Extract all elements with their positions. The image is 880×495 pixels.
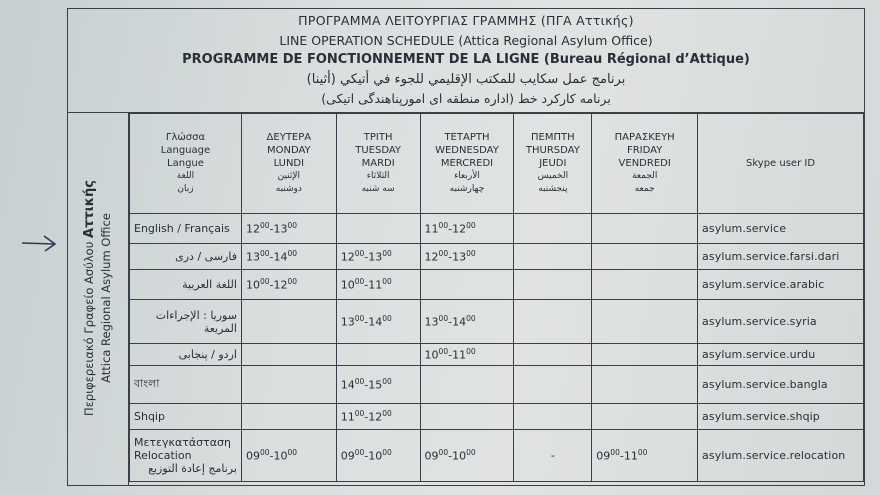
time-minutes: 00 <box>259 277 270 287</box>
time-minutes: 00 <box>354 314 365 324</box>
time-slot-tue <box>336 214 420 244</box>
time-hour: 10 <box>245 278 260 292</box>
col-wednesday-l5: چهارشنبه <box>449 184 485 194</box>
table-row <box>130 270 864 300</box>
col-monday-l4: الإثنين <box>277 171 301 181</box>
header-row <box>130 114 864 214</box>
col-tuesday-l4: الثلاثاء <box>366 171 390 181</box>
skype-id: asylum.service.syria <box>698 300 864 344</box>
col-friday-l5: جمعه <box>634 184 655 194</box>
language-label: اللغة العربية <box>182 278 237 291</box>
language-cell <box>130 430 242 482</box>
col-wednesday-l1: ΤΕΤΑΡΤΗ <box>444 132 490 143</box>
office-side-column <box>68 112 129 485</box>
time-slot-wed <box>420 270 514 300</box>
table-row <box>130 214 864 244</box>
skype-id: asylum.service <box>698 214 864 244</box>
time-minutes: 00 <box>382 448 392 458</box>
skype-id: asylum.service.relocation <box>698 430 864 482</box>
col-thursday-l5: پنجشنبه <box>538 184 568 194</box>
time-slot-fri <box>592 404 698 430</box>
col-friday-l3: VENDREDI <box>618 158 671 169</box>
table-row <box>130 244 864 270</box>
time-minutes: 00 <box>259 221 270 231</box>
time-hour: 15 <box>368 378 383 392</box>
col-language-l4: اللغة <box>176 171 195 181</box>
time-hour: 14 <box>273 250 288 264</box>
office-side-label <box>81 180 115 416</box>
col-thursday-header <box>514 114 592 214</box>
time-hour: 13 <box>368 250 383 264</box>
side-english: Attica Regional Asylum Office <box>99 213 113 383</box>
time-hour: 09 <box>596 449 611 463</box>
col-tuesday-header <box>336 114 420 214</box>
time-minutes: 00 <box>354 448 365 458</box>
time-minutes: 00 <box>382 314 392 324</box>
time-minutes: 00 <box>382 377 392 387</box>
schedule-table <box>129 113 864 482</box>
time-hour: 11 <box>424 222 439 236</box>
col-friday-l1: ΠΑΡΑΣΚΕΥΗ <box>614 132 675 143</box>
skype-id: asylum.service.shqip <box>698 404 864 430</box>
time-slot-wed <box>420 366 514 404</box>
time-hour: 13 <box>273 222 288 236</box>
language-label: اردو / پنجابی <box>178 348 237 361</box>
col-wednesday-header <box>420 114 514 214</box>
time-hour: 14 <box>340 378 355 392</box>
time-minutes: 00 <box>466 314 476 324</box>
col-thursday-l2: THURSDAY <box>525 145 580 156</box>
time-hour: 12 <box>368 410 383 424</box>
time-slot-wed: $12^{00}-13^{00}$ <box>420 244 514 270</box>
time-hour: 12 <box>340 250 355 264</box>
time-hour: 11 <box>340 410 355 424</box>
col-friday-header <box>592 114 698 214</box>
time-slot-wed: $09^{00}-10^{00}$ <box>420 430 514 482</box>
time-minutes: 00 <box>287 277 298 287</box>
language-cell <box>130 214 242 244</box>
time-slot-thu <box>514 366 592 404</box>
time-hour: 12 <box>452 222 467 236</box>
side-greek-bold: Αττικής <box>82 180 97 238</box>
time-hour: 10 <box>273 449 288 463</box>
time-hour: 13 <box>452 250 467 264</box>
time-slot-mon: $09^{00}-10^{00}$ <box>241 430 336 482</box>
schedule-sheet <box>67 8 865 486</box>
time-hour: 11 <box>368 278 383 292</box>
time-hour: 10 <box>424 348 439 362</box>
table-row <box>130 366 864 404</box>
time-minutes: 00 <box>382 249 392 259</box>
time-slot-mon <box>241 404 336 430</box>
time-slot-mon <box>241 300 336 344</box>
time-slot-tue: $12^{00}-13^{00}$ <box>336 244 420 270</box>
time-slot-thu <box>514 214 592 244</box>
language-cell <box>130 366 242 404</box>
time-hour: 10 <box>340 278 355 292</box>
time-hour: 11 <box>452 348 467 362</box>
arrow-pointer-icon <box>20 233 60 253</box>
time-slot-fri <box>592 300 698 344</box>
time-hour: 13 <box>245 250 260 264</box>
col-wednesday-l2: WEDNESDAY <box>435 145 499 156</box>
language-cell <box>130 344 242 366</box>
time-minutes: 00 <box>438 347 449 357</box>
time-slot-fri <box>592 244 698 270</box>
time-slot-wed: $13^{00}-14^{00}$ <box>420 300 514 344</box>
language-label: English / Français <box>134 222 230 235</box>
time-slot-fri <box>592 270 698 300</box>
time-slot-fri: $09^{00}-11^{00}$ <box>592 430 698 482</box>
time-hour: 14 <box>368 315 383 329</box>
time-minutes: 00 <box>466 347 476 357</box>
skype-id: asylum.service.arabic <box>698 270 864 300</box>
time-slot-thu <box>514 300 592 344</box>
time-hour: 09 <box>245 449 260 463</box>
time-minutes: 00 <box>287 448 298 458</box>
time-slot-wed: $10^{00}-11^{00}$ <box>420 344 514 366</box>
time-slot-tue: $11^{00}-12^{00}$ <box>336 404 420 430</box>
time-hour: 13 <box>424 315 439 329</box>
language-label: فارسی / دری <box>175 250 237 263</box>
title-greek: ΠΡΟΓΡΑΜΜΑ ΛΕΙΤΟΥΡΓΙΑΣ ΓΡΑΜΜΗΣ (ΠΓΑ Αττικής) <box>298 13 634 28</box>
time-minutes: 00 <box>354 277 365 287</box>
skype-id: asylum.service.urdu <box>698 344 864 366</box>
col-friday-l4: الجمعة <box>631 171 658 181</box>
time-slot-tue: $10^{00}-11^{00}$ <box>336 270 420 300</box>
language-label: المريعة <box>203 321 237 335</box>
time-minutes: 00 <box>287 249 298 259</box>
time-minutes: 00 <box>438 448 449 458</box>
time-minutes: 00 <box>466 249 476 259</box>
time-minutes: 00 <box>354 377 365 387</box>
time-hour: 10 <box>368 449 383 463</box>
time-slot-mon: $10^{00}-12^{00}$ <box>241 270 336 300</box>
language-label: برنامج إعادة التوزيع <box>148 462 237 475</box>
time-slot-tue: $09^{00}-10^{00}$ <box>336 430 420 482</box>
time-hour: 12 <box>273 278 288 292</box>
col-language-header <box>130 114 242 214</box>
language-label: سوريا : الإجراءات <box>155 308 237 322</box>
time-minutes: 00 <box>354 249 365 259</box>
col-thursday-l1: ΠΕΜΠΤΗ <box>531 132 575 143</box>
col-wednesday-l4: الأربعاء <box>454 171 480 181</box>
col-language-l1: Γλώσσα <box>165 132 206 143</box>
time-hour: 10 <box>452 449 467 463</box>
table-row <box>130 344 864 366</box>
title-english: LINE OPERATION SCHEDULE (Attica Regional Asylum Office) <box>279 32 653 48</box>
col-tuesday-l1: ΤΡΙΤΗ <box>363 132 393 143</box>
time-slot-thu <box>514 270 592 300</box>
col-language-l2: Language <box>160 145 211 156</box>
language-cell <box>130 270 242 300</box>
time-slot-wed <box>420 404 514 430</box>
col-language-l3: Langue <box>167 158 204 169</box>
col-thursday-l3: JEUDI <box>539 158 567 169</box>
time-slot-thu <box>514 404 592 430</box>
language-cell <box>130 244 242 270</box>
col-language-l5: زبان <box>177 184 194 194</box>
title-farsi: برنامه کارکرد خط (اداره منطقه ای امورپناهندگی اتیکی) <box>321 91 611 106</box>
time-slot-tue <box>336 344 420 366</box>
time-slot-thu <box>514 344 592 366</box>
skype-id: asylum.service.farsi.dari <box>698 244 864 270</box>
col-skype-id-l1: Skype user ID <box>746 158 816 169</box>
time-minutes: 00 <box>438 249 449 259</box>
language-label: বাংলা <box>134 377 160 390</box>
col-tuesday-l3: MARDI <box>361 158 395 169</box>
time-slot-fri <box>592 214 698 244</box>
language-cell <box>130 404 242 430</box>
time-minutes: 00 <box>438 314 449 324</box>
col-skype-id-header <box>698 114 864 214</box>
table-row <box>130 404 864 430</box>
col-tuesday-l2: TUESDAY <box>355 145 402 156</box>
title-arabic: برنامج عمل سكايب للمكتب الإقليمي للجوء في أتيكي (أثينا) <box>306 71 626 87</box>
language-label: Shqip <box>134 410 165 423</box>
table-row <box>130 430 864 482</box>
time-minutes: 00 <box>287 221 298 231</box>
col-tuesday-l5: سه شنبه <box>361 184 395 194</box>
time-minutes: 00 <box>438 221 449 231</box>
time-minutes: 00 <box>382 277 392 287</box>
time-slot-thu <box>514 244 592 270</box>
col-thursday-l4: الخميس <box>537 171 569 181</box>
time-hour: 14 <box>452 315 467 329</box>
time-hour: 13 <box>340 315 355 329</box>
side-greek-prefix: Περιφερειακό Γραφείο Ασύλου <box>82 241 96 416</box>
table-row <box>130 300 864 344</box>
language-cell <box>130 300 242 344</box>
time-slot-tue: $14^{00}-15^{00}$ <box>336 366 420 404</box>
time-hour: 11 <box>623 449 638 463</box>
schedule-header <box>68 9 864 113</box>
time-minutes: 00 <box>259 448 270 458</box>
col-monday-l1: ΔΕΥΤΕΡΑ <box>266 132 312 143</box>
time-minutes: 00 <box>637 448 648 458</box>
title-french: PROGRAMME DE FONCTIONNEMENT DE LA LIGNE (Bureau Régional d’Attique) <box>182 52 750 67</box>
time-minutes: 00 <box>382 409 392 419</box>
language-label: Relocation <box>134 449 192 462</box>
time-minutes: 00 <box>466 221 476 231</box>
time-slot-wed: $11^{00}-12^{00}$ <box>420 214 514 244</box>
time-slot-mon: $13^{00}-14^{00}$ <box>241 244 336 270</box>
col-monday-l2: MONDAY <box>266 145 311 156</box>
time-slot-mon <box>241 366 336 404</box>
time-slot-mon <box>241 344 336 366</box>
time-minutes: 00 <box>259 249 270 259</box>
time-slot-tue: $13^{00}-14^{00}$ <box>336 300 420 344</box>
time-minutes: 00 <box>466 448 476 458</box>
time-slot-fri <box>592 344 698 366</box>
time-hour: 12 <box>424 250 439 264</box>
time-slot-thu: - <box>514 430 592 482</box>
time-slot-fri <box>592 366 698 404</box>
col-monday-l3: LUNDI <box>273 158 305 169</box>
time-minutes: 00 <box>610 448 620 458</box>
skype-id: asylum.service.bangla <box>698 366 864 404</box>
col-friday-l2: FRIDAY <box>626 145 663 156</box>
col-monday-l5: دوشنبه <box>275 184 302 194</box>
col-wednesday-l3: MERCREDI <box>440 158 494 169</box>
time-hour: 12 <box>245 222 260 236</box>
language-label: Μετεγκατάσταση <box>134 436 231 449</box>
time-hour: 09 <box>340 449 355 463</box>
col-monday-header <box>241 114 336 214</box>
time-hour: 09 <box>424 449 439 463</box>
time-slot-mon: $12^{00}-13^{00}$ <box>241 214 336 244</box>
time-minutes: 00 <box>354 409 365 419</box>
